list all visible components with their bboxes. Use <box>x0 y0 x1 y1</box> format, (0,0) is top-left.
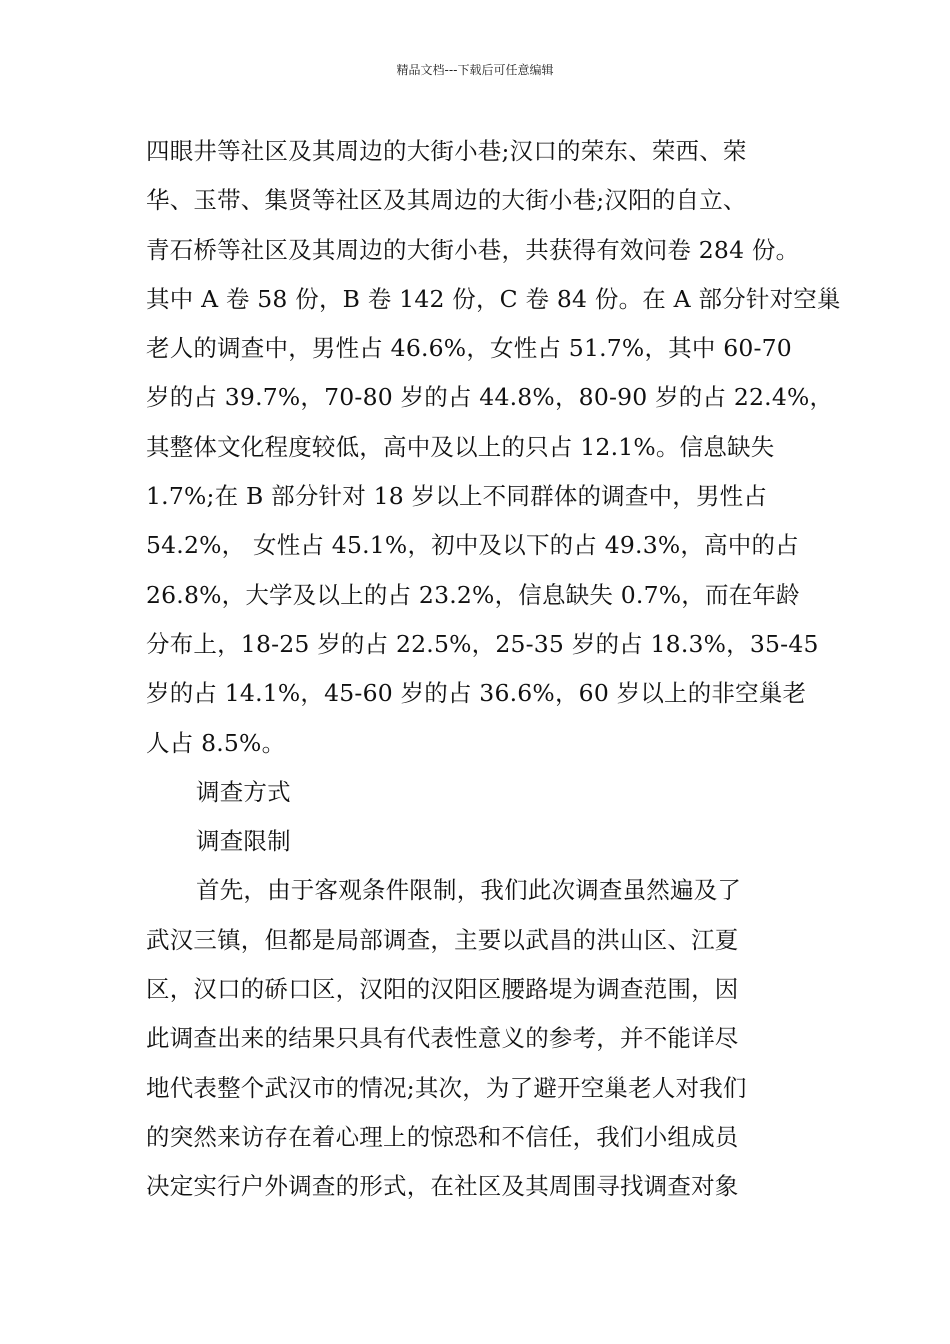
text-line: 人占 8.5%。 <box>146 728 286 757</box>
text-line: 其整体文化程度较低，高中及以上的只占 12.1%。信息缺失 <box>146 432 775 461</box>
text-line: 的突然来访存在着心理上的惊恐和不信任，我们小组成员 <box>146 1122 739 1151</box>
text-line: 其中 A 卷 58 份，B 卷 142 份，C 卷 84 份。在 A 部分针对空巢 <box>146 284 841 313</box>
text-line: 决定实行户外调查的形式，在社区及其周围寻找调查对象 <box>146 1172 739 1201</box>
text-line: 武汉三镇，但都是局部调查，主要以武昌的洪山区、江夏 <box>146 925 739 954</box>
section-heading: 调查方式 <box>196 777 291 806</box>
text-line: 青石桥等社区及其周边的大街小巷，共获得有效问卷 284 份。 <box>146 235 800 264</box>
text-line: 四眼井等社区及其周边的大街小巷;汉口的荣东、荣西、荣 <box>146 137 747 165</box>
text-line: 华、玉带、集贤等社区及其周边的大街小巷;汉阳的自立、 <box>146 186 747 215</box>
text-line: 1.7%;在 B 部分针对 18 岁以上不同群体的调查中，男性占 <box>146 482 768 511</box>
text-line: 地代表整个武汉市的情况;其次，为了避开空巢老人对我们 <box>146 1073 747 1102</box>
text-line: 老人的调查中，男性占 46.6%，女性占 51.7%，其中 60-70 <box>146 334 792 363</box>
page-header: 精品文档---下载后可任意编辑 <box>396 63 554 77</box>
text-line: 岁的占 14.1%，45-60 岁的占 36.6%，60 岁以上的非空巢老 <box>146 679 807 708</box>
text-line: 此调查出来的结果只具有代表性意义的参考，并不能详尽 <box>146 1024 739 1053</box>
text-line: 26.8%，大学及以上的占 23.2%，信息缺失 0.7%，而在年龄 <box>146 580 800 609</box>
document-body <box>146 127 841 1212</box>
text-line: 首先，由于客观条件限制，我们此次调查虽然遍及了 <box>196 876 742 905</box>
text-line: 区，汉口的硚口区，汉阳的汉阳区腰路堤为调查范围，因 <box>146 975 739 1004</box>
text-line: 岁的占 39.7%，70-80 岁的占 44.8%，80-90 岁的占 22.4%， <box>146 383 834 412</box>
text-line: 分布上，18-25 岁的占 22.5%，25-35 岁的占 18.3%，35-45 <box>146 629 819 658</box>
section-heading: 调查限制 <box>196 827 291 856</box>
text-line: 54.2%， 女性占 45.1%，初中及以下的占 49.3%，高中的占 <box>146 531 799 560</box>
